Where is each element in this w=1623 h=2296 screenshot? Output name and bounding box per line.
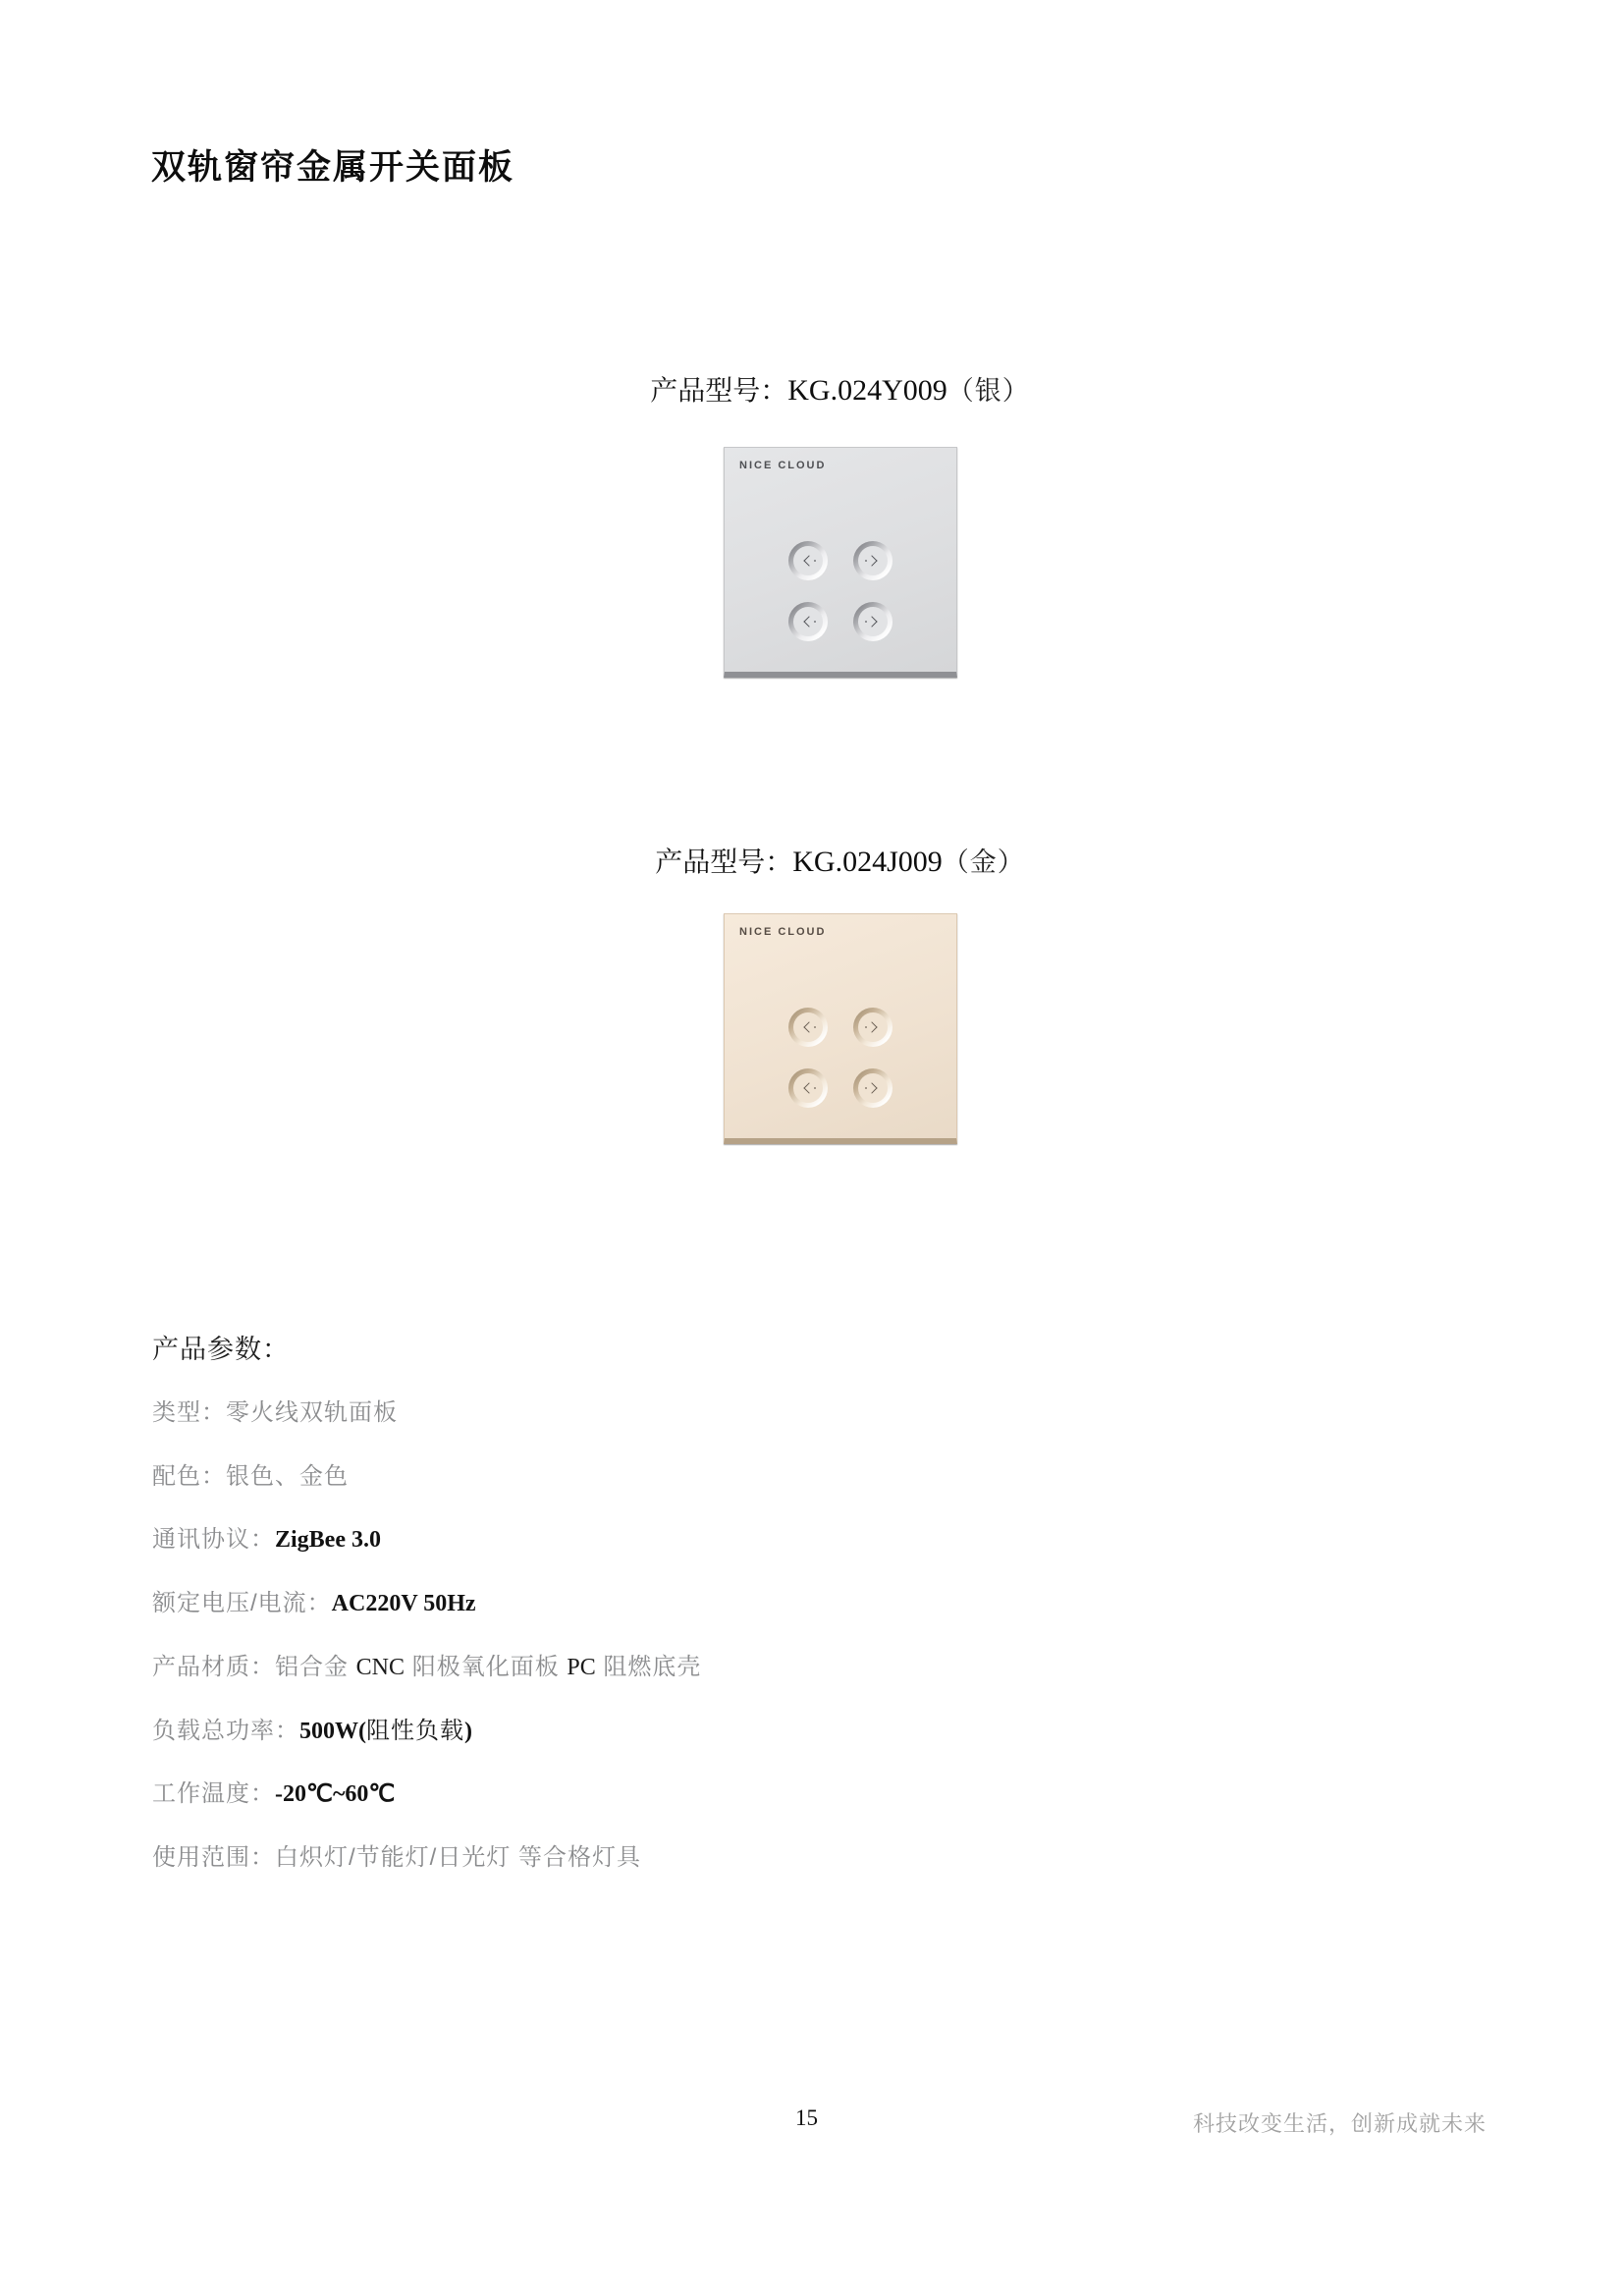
- led-indicator-dot: [865, 560, 867, 562]
- button-face: [793, 546, 823, 575]
- parameter-text: 工作温度：: [152, 1780, 275, 1807]
- parameter-line: [152, 1837, 641, 1872]
- chevron-left-icon: [803, 1021, 814, 1032]
- chevron-right-icon: [866, 1021, 877, 1032]
- button-face: [793, 607, 823, 636]
- parameter-text: 阻燃底壳: [595, 1654, 702, 1680]
- parameter-text: ): [464, 1719, 472, 1744]
- curtain-close-button: [788, 1008, 828, 1047]
- product-image-gold-panel: [724, 913, 957, 1144]
- parameter-text: 阻性负载: [366, 1718, 464, 1744]
- parameter-text: 额定电压/电流：: [152, 1590, 332, 1616]
- footer-slogan: 科技改变生活，创新成就未来: [1192, 2111, 1487, 2136]
- parameter-text: 产品材质：铝合金: [152, 1654, 356, 1680]
- button-face: [858, 607, 888, 636]
- curtain-open-button: [853, 602, 893, 641]
- model-variant: （银）: [947, 376, 1030, 406]
- led-indicator-dot: [814, 1087, 816, 1089]
- parameter-line: [152, 1456, 349, 1491]
- parameter-text: 类型：零火线双轨面板: [152, 1399, 398, 1426]
- button-face: [858, 1073, 888, 1103]
- button-face: [858, 546, 888, 575]
- product-model-heading-silver: [0, 369, 1623, 409]
- page-title: 双轨窗帘金属开关面板: [151, 148, 515, 187]
- chevron-left-icon: [803, 555, 814, 566]
- curtain-close-button: [788, 1068, 828, 1108]
- chevron-left-icon: [803, 1082, 814, 1093]
- button-face: [858, 1012, 888, 1042]
- parameter-text: 阳极氧化面板: [405, 1654, 568, 1680]
- page-number: 15: [795, 2105, 818, 2130]
- chevron-right-icon: [866, 555, 877, 566]
- parameter-text: ZigBee 3.0: [275, 1527, 381, 1553]
- led-indicator-dot: [814, 560, 816, 562]
- parameter-line: [152, 1774, 395, 1808]
- curtain-close-button: [788, 541, 828, 580]
- curtain-open-button: [853, 1008, 893, 1047]
- brand-logo: NICE CLOUD: [739, 460, 827, 471]
- model-label: 产品型号：: [650, 375, 788, 406]
- parameter-text: 配色：银色、金色: [152, 1463, 349, 1490]
- parameters-heading: 产品参数：: [152, 1335, 290, 1364]
- parameter-text: -20℃~60℃: [275, 1781, 396, 1807]
- parameter-text: CNC: [355, 1655, 406, 1680]
- parameter-line: [152, 1519, 381, 1554]
- model-code: KG.024Y009: [787, 374, 947, 407]
- model-label: 产品型号：: [655, 847, 793, 877]
- parameter-text: 500W(: [299, 1719, 366, 1744]
- curtain-close-button: [788, 602, 828, 641]
- parameter-text: PC: [567, 1655, 596, 1680]
- parameter-line: [152, 1393, 398, 1427]
- chevron-left-icon: [803, 616, 814, 627]
- parameter-line: [152, 1583, 476, 1617]
- led-indicator-dot: [865, 1087, 867, 1089]
- product-image-silver-panel: [724, 447, 957, 678]
- product-model-heading-gold: [0, 841, 1623, 880]
- button-face: [793, 1073, 823, 1103]
- model-variant: （金）: [942, 847, 1025, 877]
- parameter-text: 负载总功率：: [152, 1718, 299, 1744]
- curtain-open-button: [853, 541, 893, 580]
- parameter-line: [152, 1711, 472, 1745]
- curtain-open-button: [853, 1068, 893, 1108]
- led-indicator-dot: [865, 621, 867, 623]
- brand-logo: NICE CLOUD: [739, 926, 827, 938]
- led-indicator-dot: [865, 1026, 867, 1028]
- led-indicator-dot: [814, 1026, 816, 1028]
- parameter-line: [152, 1647, 701, 1681]
- chevron-right-icon: [866, 1082, 877, 1093]
- led-indicator-dot: [814, 621, 816, 623]
- model-code: KG.024J009: [792, 846, 943, 878]
- parameter-text: 使用范围：白炽灯/节能灯/日光灯 等合格灯具: [152, 1844, 642, 1871]
- button-face: [793, 1012, 823, 1042]
- parameter-text: 通讯协议：: [152, 1526, 275, 1553]
- chevron-right-icon: [866, 616, 877, 627]
- parameter-text: AC220V 50Hz: [331, 1591, 476, 1616]
